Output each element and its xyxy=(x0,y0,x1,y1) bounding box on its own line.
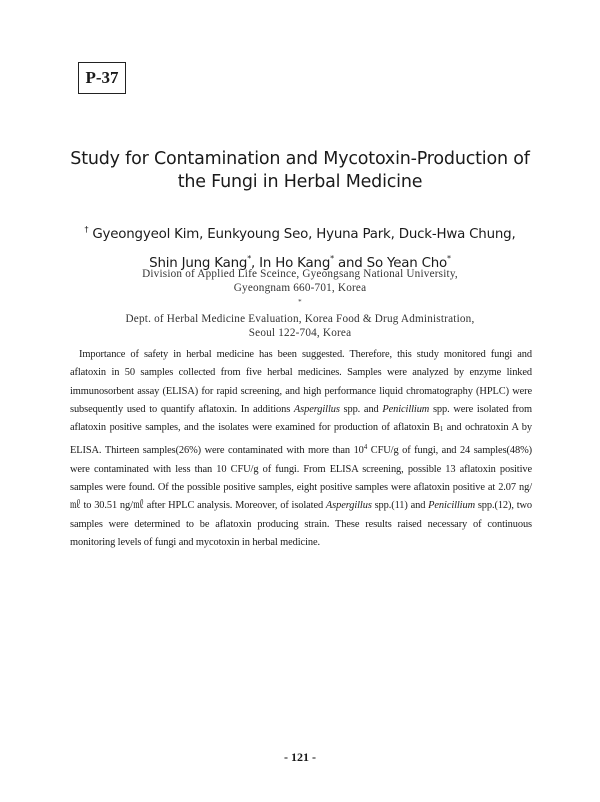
superscript: 4 xyxy=(363,443,368,452)
subscript: 1 xyxy=(439,425,444,434)
author-cho-sy: So Yean Cho xyxy=(366,256,448,271)
abstract-text: and ochratoxin A by ELISA. Thirteen samples(26%) were contaminated with more than 10 xyxy=(70,422,532,457)
poster-id: P-37 xyxy=(85,68,119,87)
poster-id-box xyxy=(78,62,126,94)
page-number: - 121 - xyxy=(284,750,316,764)
author-kang-ih: In Ho Kang xyxy=(259,256,331,271)
abstract-text: CFU/g of fungi, and 24 samples(48%) were contaminated with less than 10 CFU/g of fungi. From ELISA screening, possible 13 aflatoxin positive samples were found. Of the possible positive samples, eight positive samples were aflatoxin positive at 2.07 ng/㎖ to 30.51 ng/㎖ after HPLC analysis. Moreover, of isolated xyxy=(70,445,532,512)
affiliation-2-line-1 xyxy=(40,295,560,326)
abstract-text: spp. were isolated from aflatoxin positive samples, and the isolates were examined for production of aflatoxin B xyxy=(70,403,532,434)
species-aspergillus: Aspergillus xyxy=(325,500,372,512)
abstract-body xyxy=(70,346,532,552)
star-mark: * xyxy=(298,298,302,306)
dagger-mark: † xyxy=(84,225,89,234)
affiliations xyxy=(40,267,560,340)
title-line-2: the Fungi in Herbal Medicine xyxy=(177,172,423,192)
affiliation-1-line-2: Gyeongnam 660-701, Korea xyxy=(233,282,367,294)
author-kang-sj: Shin Jung Kang xyxy=(149,256,248,271)
star-mark: * xyxy=(247,254,252,263)
abstract-text: Importance of safety in herbal medicine has been suggested. Therefore, this study monitored fungi and aflatoxin in 50 samples collected from five herbal medicines. Samples were analyzed by enzyme linked immunosorbent assay (ELISA) for rapid screening, and high performance liquid chromatography (HPLC) were subsequently used to quantify aflatoxin. In additions xyxy=(70,349,532,415)
affiliation-1-line-1: Division of Applied Life Sceince, Gyeongsang National University, xyxy=(142,268,458,280)
abstract-text: spp.(11) and xyxy=(371,500,429,512)
abstract-text: spp. and xyxy=(339,403,383,415)
species-aspergillus: Aspergillus xyxy=(293,403,340,415)
paper-title xyxy=(40,148,560,194)
star-mark: * xyxy=(330,254,334,263)
separator-and: and xyxy=(333,256,367,271)
abstract-text: spp.(12), two samples were determined to be aflatoxin producing strain. These results raised necessary of continuous monitoring levels of fungi and mycotoxin in herbal medicine. xyxy=(70,500,533,548)
species-penicillium: Penicillium xyxy=(382,403,430,415)
title-line-1: Study for Contamination and Mycotoxin-Production of xyxy=(70,149,530,169)
separator: , xyxy=(251,256,260,271)
affiliation-2-line-2: Seoul 122-704, Korea xyxy=(248,327,352,339)
star-mark: * xyxy=(447,254,451,263)
affiliation-2-text: Dept. of Herbal Medicine Evaluation, Korea Food & Drug Administration, xyxy=(125,313,475,325)
author-names-1: Gyeongyeol Kim, Eunkyoung Seo, Hyuna Park, Duck-Hwa Chung, xyxy=(92,227,516,242)
species-penicillium: Penicillium xyxy=(428,500,475,512)
author-line-1 xyxy=(40,218,560,247)
